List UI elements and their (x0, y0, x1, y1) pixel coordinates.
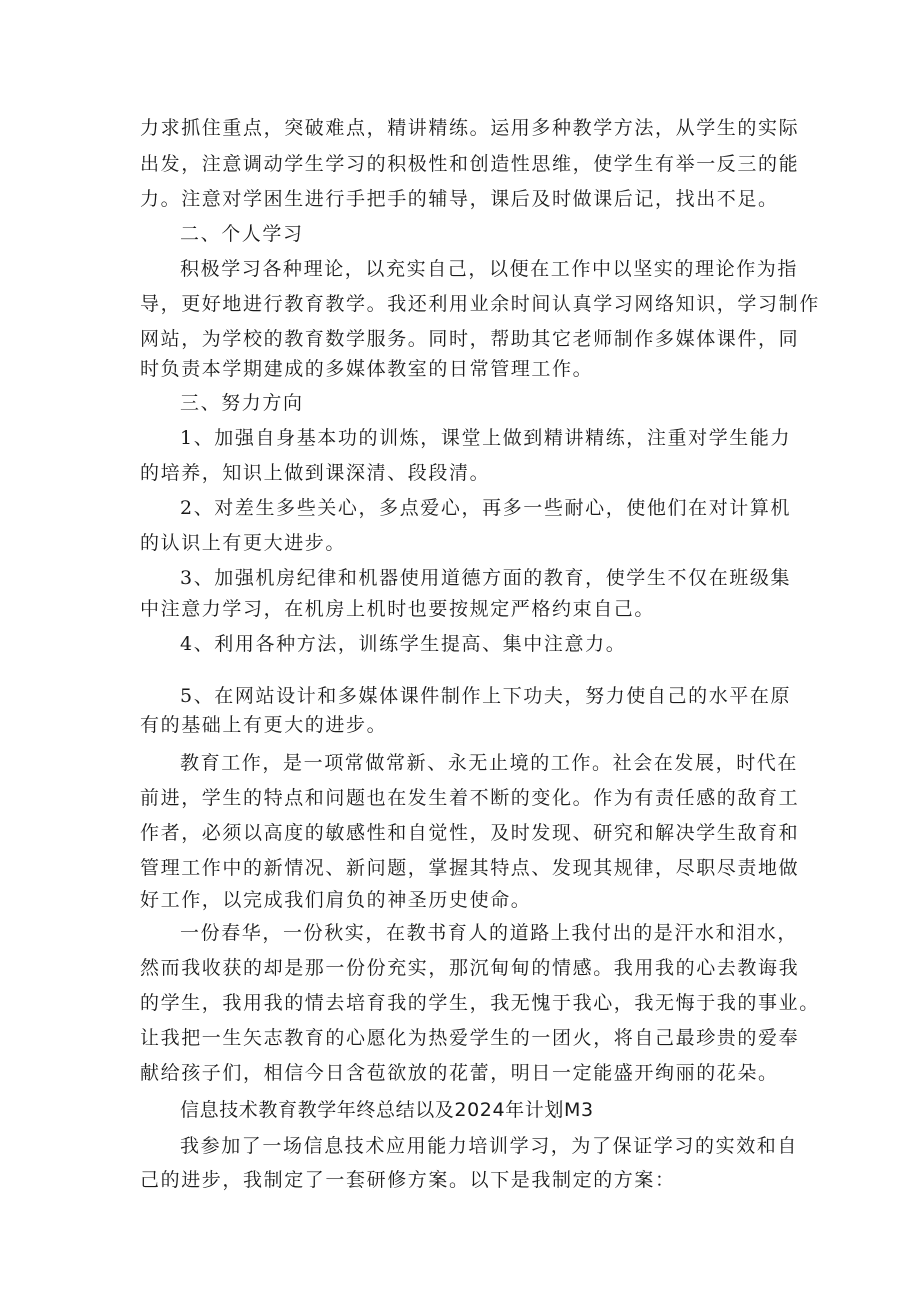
paragraph-line: 教育工作，是一项常做常新、永无止境的工作。社会在发展，时代在 (180, 752, 799, 774)
paragraph-line: 出发，注意调动学生学习的积极性和创造性思维，使学生有举一反三的能 (140, 153, 800, 175)
list-item-line: 的认识上有更大进步。 (140, 532, 347, 554)
paragraph-line: 让我把一生矢志教育的心愿化为热爱学生的一团火，将自己最珍贵的爱奉 (140, 1027, 800, 1049)
list-item-line: 有的基础上有更大的进步。 (140, 714, 388, 736)
section-heading: 二、个人学习 (180, 223, 304, 245)
paragraph-line: 力。注意对学困生进行手把手的辅导，课后及时做课后记，找出不足。 (140, 188, 779, 210)
paragraph-line: 管理工作中的新情况、新问题，掌握其特点、发现其规律，尽职尽责地做 (140, 857, 800, 879)
list-item-line: 3、加强机房纪律和机器使用道德方面的教育，使学生不仅在班级集 (180, 567, 792, 589)
paragraph-line: 积极学习各种理论，以充实自己，以便在工作中以坚实的理论作为指 (180, 258, 799, 280)
paragraph-line: 力求抓住重点，突破难点，精讲精练。运用多种教学方法，从学生的实际 (140, 117, 800, 139)
list-item-line: 4、利用各种方法，训练学生提高、集中注意力。 (180, 633, 627, 655)
list-item-line: 的培养，知识上做到课深清、段段清。 (140, 462, 491, 484)
list-item-line: 2、对差生多些关心，多点爱心，再多一些耐心，使他们在对计算机 (180, 497, 792, 519)
document-title: 信息技术教育教学年终总结以及2024年计划M3 (180, 1099, 594, 1121)
paragraph-line: 网站，为学校的教育数学服务。同时，帮助其它老师制作多媒体课件，同 (140, 328, 800, 350)
list-item-line: 1、加强自身基本功的训炼，课堂上做到精讲精练，注重对学生能力 (180, 427, 792, 449)
paragraph-line: 我参加了一场信息技术应用能力培训学习，为了保证学习的实效和自 (180, 1135, 799, 1157)
paragraph-line: 己的进步，我制定了一套研修方案。以下是我制定的方案： (140, 1169, 676, 1191)
paragraph-line: 作者，必须以高度的敏感性和自觉性，及时发现、研究和解决学生敌育和 (140, 822, 800, 844)
paragraph-line: 时负责本学期建成的多媒体教室的日常管理工作。 (140, 358, 594, 380)
paragraph-line: 然而我收获的却是那一份份充实，那沉甸甸的情感。我用我的心去教诲我 (140, 957, 800, 979)
paragraph-line: 前进，学生的特点和问题也在发生着不断的变化。作为有责任感的敌育工 (140, 787, 800, 809)
paragraph-line: 好工作，以完成我们肩负的神圣历史使命。 (140, 889, 532, 911)
paragraph-line: 的学生，我用我的情去培育我的学生，我无愧于我心，我无悔于我的事业。 (140, 992, 820, 1014)
list-item-line: 5、在网站设计和多媒体课件制作上下功夫，努力使自己的水平在原 (180, 685, 792, 707)
paragraph-line: 导，更好地进行教育教学。我还利用业余时间认真学习网络知识，学习制作 (140, 293, 820, 315)
paragraph-line: 献给孩子们，相信今日含苞欲放的花蕾，明日一定能盛开绚丽的花朵。 (140, 1062, 779, 1084)
paragraph-line: 一份春华，一份秋实，在教书育人的道路上我付出的是汗水和泪水， (180, 922, 799, 944)
list-item-line: 中注意力学习，在机房上机时也要按规定严格约束自己。 (140, 598, 656, 620)
section-heading: 三、努力方向 (180, 392, 304, 414)
